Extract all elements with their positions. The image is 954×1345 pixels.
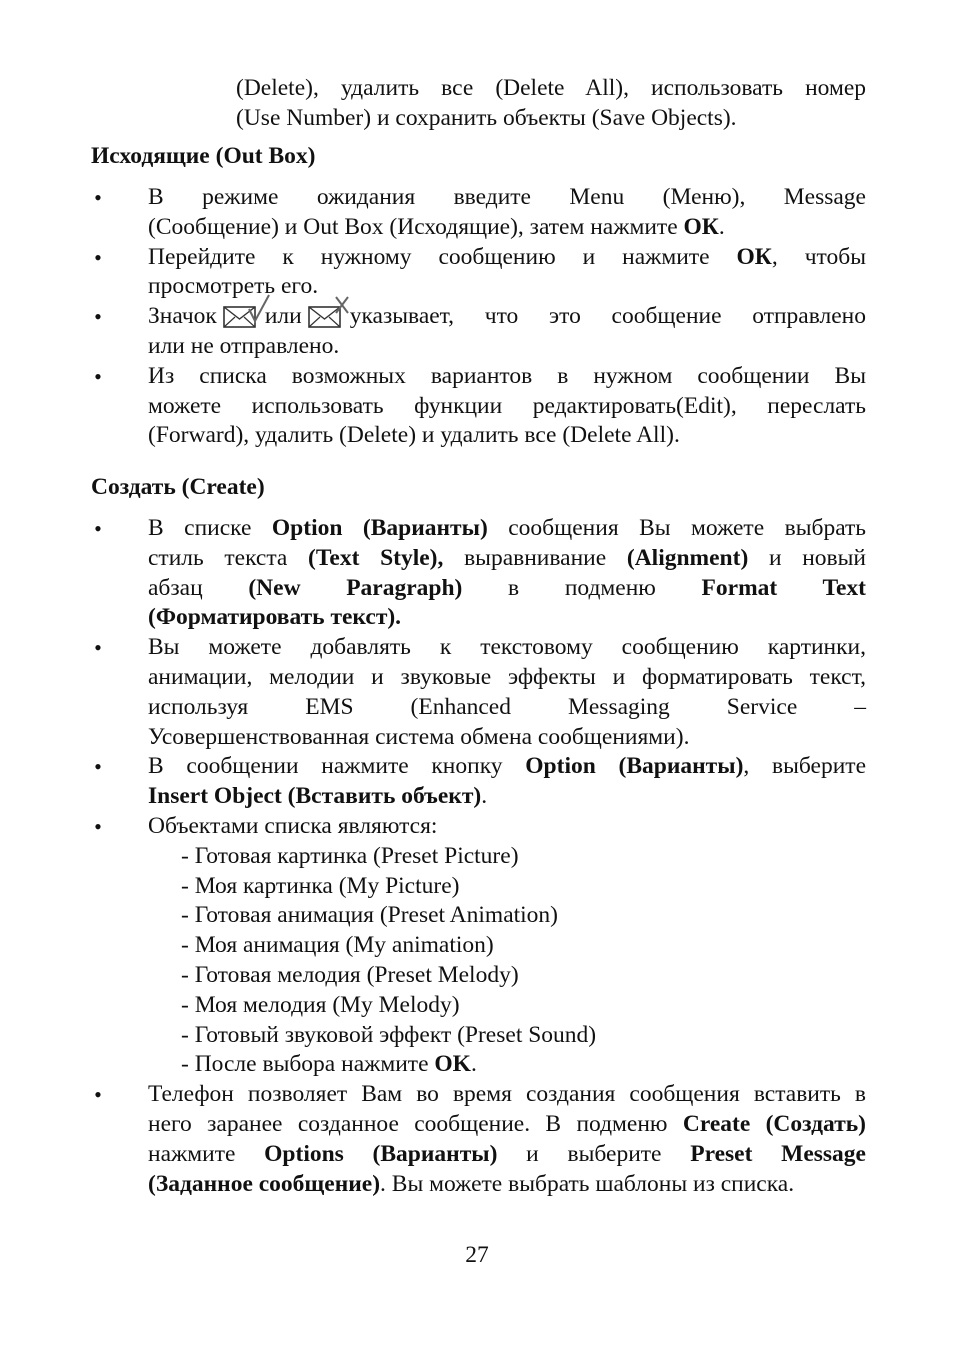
text-line: Значок или указывает, что это сообщение отправлено (148, 302, 866, 332)
list-item (91, 362, 866, 451)
text-line: можете использовать функции редактировать(Edit), переслать (148, 392, 866, 419)
text-line: Перейдите к нужному сообщению и нажмите ОК, чтобы (148, 243, 866, 270)
section-heading-create: Создать (Create) (91, 474, 265, 500)
text-line: (Forward), удалить (Delete) и удалить все (Delete All). (148, 422, 680, 449)
section-heading-outbox: Исходящие (Out Box) (91, 143, 316, 169)
sublist-item: - Моя мелодия (My Melody) (181, 991, 460, 1018)
text-line: нажмите Options (Варианты) и выберите Preset Message (148, 1140, 866, 1167)
list-item (91, 183, 866, 243)
envelope-cross-icon (308, 305, 342, 327)
text-line: Телефон позволяет Вам во время создания сообщения вставить в (148, 1081, 866, 1108)
text-line: Insert Object (Вставить объект). (148, 783, 488, 810)
sublist-item: - Готовая картинка (Preset Picture) (181, 842, 519, 869)
sublist-item: - После выбора нажмите OK. (181, 1051, 477, 1078)
bullet-mark: • (94, 363, 102, 389)
outbox-bullet-list (91, 183, 866, 451)
sublist-item: - Моя анимация (My animation) (181, 932, 494, 959)
bullet-mark: • (94, 185, 102, 210)
bullet-mark: • (94, 244, 102, 270)
bullet-mark: • (94, 1082, 102, 1108)
text-line: него заранее созданное сообщение. В подменю Create (Создать) (148, 1110, 866, 1137)
text-line: В режиме ожидания введите Menu (Меню), Message (148, 184, 866, 210)
text-line: абзац (New Paragraph) в подменю Format Text (148, 574, 866, 601)
intro-line-2: (Use Number) и сохранить объекты (Save Objects). (236, 104, 737, 131)
list-item (91, 302, 866, 362)
text-line: Из списка возможных вариантов в нужном сообщении Вы (148, 362, 866, 389)
envelope-check-icon (223, 305, 257, 327)
intro-line-1: (Delete), удалить все (Delete All), использовать номер (236, 75, 866, 101)
text-line: анимации, мелодии и звуковые эффекты и форматировать текст, (148, 663, 866, 690)
text-line: или не отправлено. (148, 332, 340, 359)
object-sublist (148, 842, 866, 1080)
create-bullet-list (91, 514, 866, 1199)
bullet-mark: • (94, 516, 102, 541)
text-line: Вы можете добавлять к текстовому сообщению картинки, (148, 634, 866, 661)
sublist-item: - Моя картинка (My Picture) (181, 872, 460, 899)
text-line: просмотреть его. (148, 273, 319, 300)
text-line: используя EMS (Enhanced Messaging Service – (148, 693, 866, 720)
list-item (91, 633, 866, 752)
sublist-item: - Готовая анимация (Preset Animation) (181, 902, 559, 929)
bullet-mark: • (94, 635, 102, 661)
page-number: 27 (465, 1242, 489, 1268)
sublist-item: - Готовая мелодия (Preset Melody) (181, 961, 519, 988)
text-line: Усовершенствованная система обмена сообщениями). (148, 723, 690, 750)
bullet-mark: • (94, 754, 102, 780)
bullet-mark: • (94, 813, 102, 839)
list-item (91, 243, 866, 303)
list-item (91, 514, 866, 633)
list-item (91, 752, 866, 812)
text-line: Объектами списка являются: (148, 812, 438, 839)
intro-continuation (236, 74, 866, 134)
text-line: (Заданное сообщение). Вы можете выбрать шаблоны из списка. (148, 1170, 795, 1197)
list-item (91, 1080, 866, 1199)
text-line: (Форматировать текст). (148, 604, 402, 631)
sublist-item: - Готовый звуковой эффект (Preset Sound) (181, 1021, 597, 1048)
text-line: В списке Option (Варианты) сообщения Вы можете выбрать (148, 515, 867, 541)
list-item (91, 812, 866, 1080)
text-line: (Сообщение) и Out Box (Исходящие), затем нажмите ОК. (148, 213, 725, 240)
text-line: В сообщении нажмите кнопку Option (Варианты), выберите (148, 753, 866, 780)
text-line: стиль текста (Text Style), выравнивание (Alignment) и новый (148, 544, 867, 571)
bullet-mark: • (94, 304, 102, 330)
